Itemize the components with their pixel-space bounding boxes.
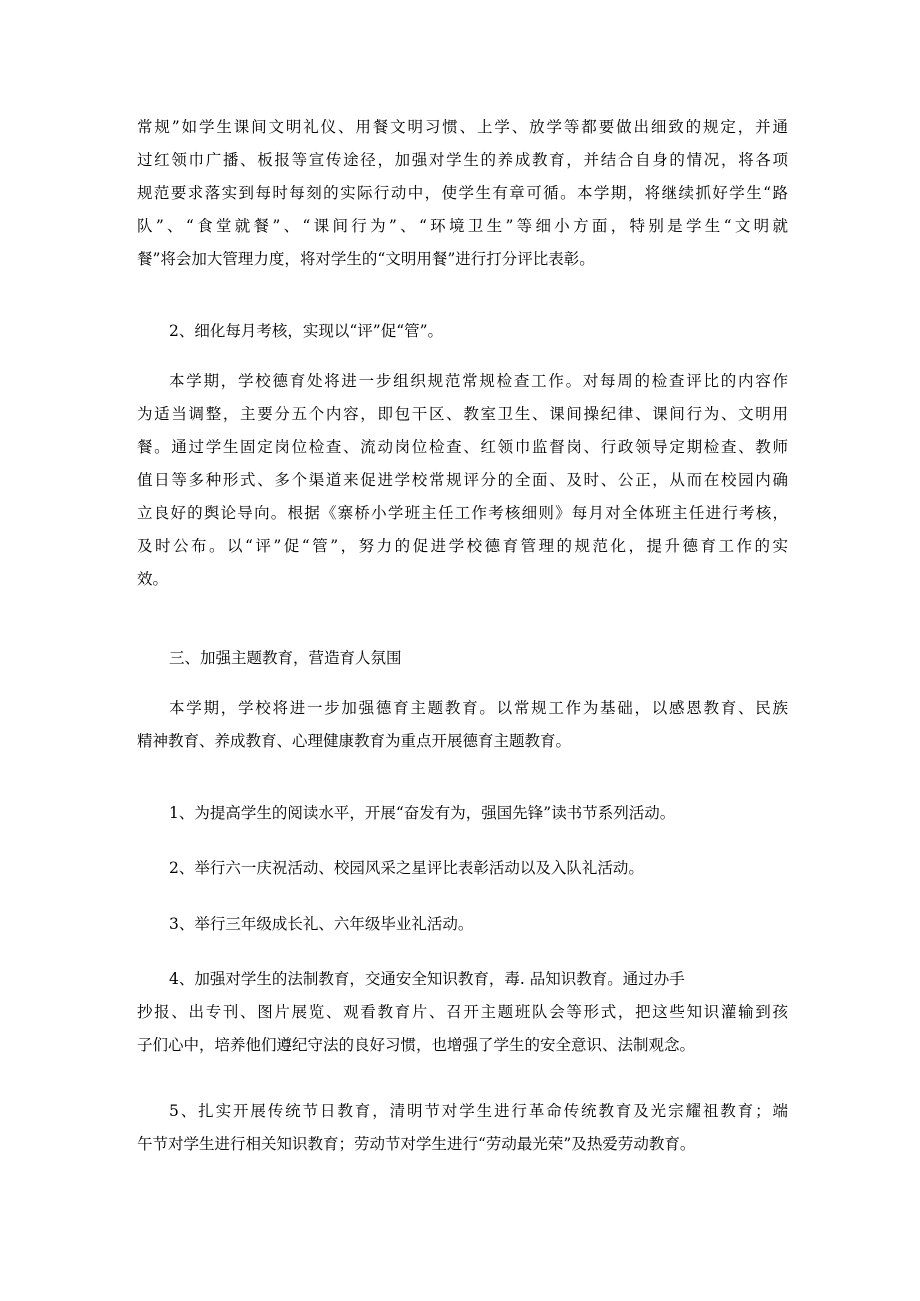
heading-monthly-assessment xyxy=(137,315,820,348)
text-line: 过红领巾广播、板报等宣传途径，加强对学生的养成教育，并结合自身的情况，将各项 xyxy=(137,151,788,169)
item-text: 子们心中，培养他们遵纪守法的良好习惯，也增强了学生的安全意识、法制观念。 xyxy=(137,1036,696,1054)
text-line: 立良好的舆论导向。根据《寨桥小学班主任工作考核细则》每月对全体班主任进行考核， xyxy=(137,504,788,522)
paragraph-theme-education xyxy=(137,692,788,758)
list-item xyxy=(137,908,820,941)
paragraph-monthly-assessment xyxy=(137,365,788,596)
text-line: 效。 xyxy=(137,570,169,588)
text-line: 本学期，学校德育处将进一步组织规范常规检查工作。对每周的检查评比的内容作 xyxy=(169,372,788,390)
text-line: 规范要求落实到每时每刻的实际行动中，使学生有章可循。本学期，将继续抓好学生“路 xyxy=(137,184,788,202)
item-text: 2、举行六一庆祝活动、校园风采之星评比表彰活动以及入队礼活动。 xyxy=(169,859,644,877)
text-line: 常规”如学生课间文明礼仪、用餐文明习惯、上学、放学等都要做出细致的规定，并通 xyxy=(137,118,788,136)
text-line: 值日等多种形式、多个渠道来促进学校常规评分的全面、及时、公正，从而在校园内确 xyxy=(137,471,788,489)
list-item xyxy=(137,1095,788,1161)
text-line: 餐”将会加大管理力度，将对学生的“文明用餐”进行打分评比表彰。 xyxy=(137,250,595,268)
text-line: 精神教育、养成教育、心理健康教育为重点开展德育主题教育。 xyxy=(137,732,572,750)
text-line: 本学期，学校将进一步加强德育主题教育。以常规工作为基础，以感恩教育、民族 xyxy=(169,699,788,717)
item-text: 1、为提高学生的阅读水平，开展“奋发有为，强国先锋”读书节系列活动。 xyxy=(169,804,676,822)
text-line: 及时公布。以“评”促“管”，努力的促进学校德育管理的规范化，提升德育工作的实 xyxy=(137,537,788,555)
text-line: 队”、“食堂就餐”、“课间行为”、“环境卫生”等细小方面，特别是学生“文明就 xyxy=(137,217,788,235)
item-text: 5、扎实开展传统节日教育，清明节对学生进行革命传统教育及光宗耀祖教育；端 xyxy=(169,1102,788,1120)
list-item xyxy=(137,963,788,1062)
text-line: 餐。通过学生固定岗位检查、流动岗位检查、红领巾监督岗、行政领导定期检查、教师 xyxy=(137,438,788,456)
heading-text: 三、加强主题教育，营造育人氛围 xyxy=(169,649,402,667)
list-item xyxy=(137,852,820,885)
text-line: 为适当调整，主要分五个内容，即包干区、教室卫生、课间操纪律、课间行为、文明用 xyxy=(137,405,788,423)
item-text: 抄报、出专刊、图片展览、观看教育片、召开主题班队会等形式，把这些知识灌输到孩 xyxy=(137,1003,788,1021)
item-text: 4、加强对学生的法制教育，交通安全知识教育，毒. 品知识教育。通过办手 xyxy=(169,970,685,988)
item-text: 午节对学生进行相关知识教育；劳动节对学生进行“劳动最光荣”及热爱劳动教育。 xyxy=(137,1135,696,1153)
heading-theme-education xyxy=(137,642,820,675)
heading-text: 2、细化每月考核，实现以“评”促“管”。 xyxy=(169,322,444,340)
list-item xyxy=(137,797,820,830)
item-text: 3、举行三年级成长礼、六年级毕业礼活动。 xyxy=(169,915,474,933)
paragraph-routine-continued xyxy=(137,111,788,276)
